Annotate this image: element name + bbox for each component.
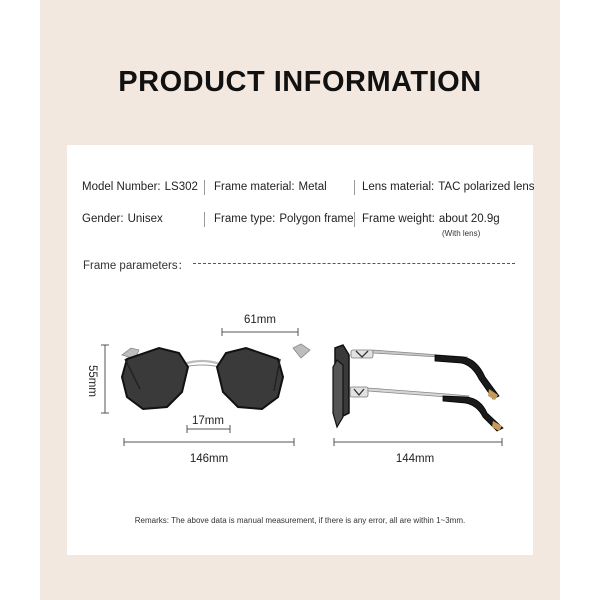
lens-width-dimension: [222, 314, 298, 336]
lens-height-label: 55mm: [86, 365, 98, 397]
spec-value: Metal: [298, 181, 327, 193]
bridge-label: 17mm: [192, 415, 224, 427]
spec-label: Gender:: [82, 213, 124, 225]
page-title: PRODUCT INFORMATION: [118, 66, 482, 98]
frame-width-dimension: [124, 438, 294, 465]
spec-value: Polygon frame: [279, 213, 354, 225]
spec-label: Lens material:: [362, 181, 435, 193]
temple-length-dimension: [334, 438, 502, 465]
temple-length-label: 144mm: [395, 453, 435, 465]
spec-value: LS302: [164, 181, 198, 193]
remarks-text: Remarks: The above data is manual measurement, if there is any error, all are within 1~3mm.: [134, 516, 466, 525]
front-view-glasses: [122, 344, 310, 409]
glasses-diagram: [67, 145, 533, 505]
spec-label: Frame material:: [214, 181, 295, 193]
bridge-dimension: [187, 415, 230, 433]
spec-value: TAC polarized lens: [438, 181, 535, 193]
spec-label: Frame type:: [214, 213, 276, 225]
frame-width-label: 146mm: [189, 453, 229, 465]
spec-value: about 20.9g: [438, 213, 500, 225]
side-view-glasses: [333, 345, 503, 431]
lens-width-label: 61mm: [244, 314, 276, 326]
frame-parameters-label: Frame parameters：: [83, 260, 190, 272]
right-hinge: [293, 344, 310, 358]
spec-label: Model Number:: [82, 181, 161, 193]
spec-value: Unisex: [127, 213, 163, 225]
left-lens: [122, 348, 188, 409]
weight-note: (With lens): [442, 229, 481, 238]
right-lens: [217, 348, 283, 409]
bridge: [184, 361, 220, 364]
info-card: [67, 145, 533, 555]
lens-height-dimension: [86, 345, 109, 413]
spec-label: Frame weight:: [362, 213, 435, 225]
